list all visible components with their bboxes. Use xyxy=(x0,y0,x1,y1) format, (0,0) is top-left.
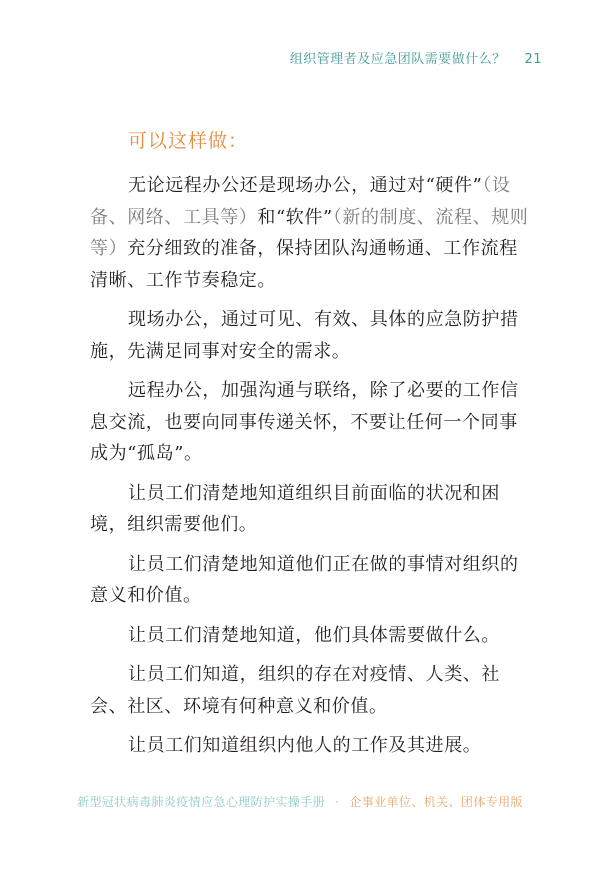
paragraph: 让员工们知道，组织的存在对疫情、人类、社会、社区、环境有何种意义和价值。 xyxy=(90,664,500,717)
page-number: 21 xyxy=(524,52,542,67)
paragraph: 让员工们清楚地知道他们正在做的事情对组织的意义和价值。 xyxy=(90,553,519,606)
page-body xyxy=(90,126,530,770)
paragraph-text: 充分细致的准备，保持团队沟通畅通、工作流程清晰、工作节奏稳定。 xyxy=(90,238,518,291)
paragraph: 远程办公，加强沟通与联络，除了必要的工作信息交流，也要向同事传递关怀，不要让任何一个同事成为“孤岛”。 xyxy=(90,380,519,464)
parenthetical-note: （新的制度、流程、规则等） xyxy=(90,206,529,259)
edition-label: 企事业单位、机关、团体专用版 xyxy=(349,795,523,809)
book-title: 新型冠状病毒肺炎疫情应急心理防护实操手册 xyxy=(77,795,326,809)
parenthetical-note: （设备、网络、工具等） xyxy=(90,175,511,228)
paragraph xyxy=(90,170,530,296)
chapter-title: 组织管理者及应急团队需要做什么？ xyxy=(289,52,506,67)
page-footer xyxy=(0,793,600,810)
paragraph: 让员工们清楚地知道，他们具体需要做什么。 xyxy=(128,624,500,646)
section-label: 可以这样做： xyxy=(128,130,249,152)
paragraph: 让员工们清楚地知道组织目前面临的状况和困境，组织需要他们。 xyxy=(90,482,500,535)
running-header xyxy=(290,48,542,67)
paragraph: 现场办公，通过可见、有效、具体的应急防护措施，先满足同事对安全的需求。 xyxy=(90,309,519,362)
paragraph-text: 和“软件” xyxy=(257,206,333,228)
footer-separator: · xyxy=(335,795,340,809)
paragraph-text: 无论远程办公还是现场办公，通过对“硬件” xyxy=(128,175,483,196)
paragraph: 让员工们知道组织内他人的工作及其进展。 xyxy=(128,735,482,756)
